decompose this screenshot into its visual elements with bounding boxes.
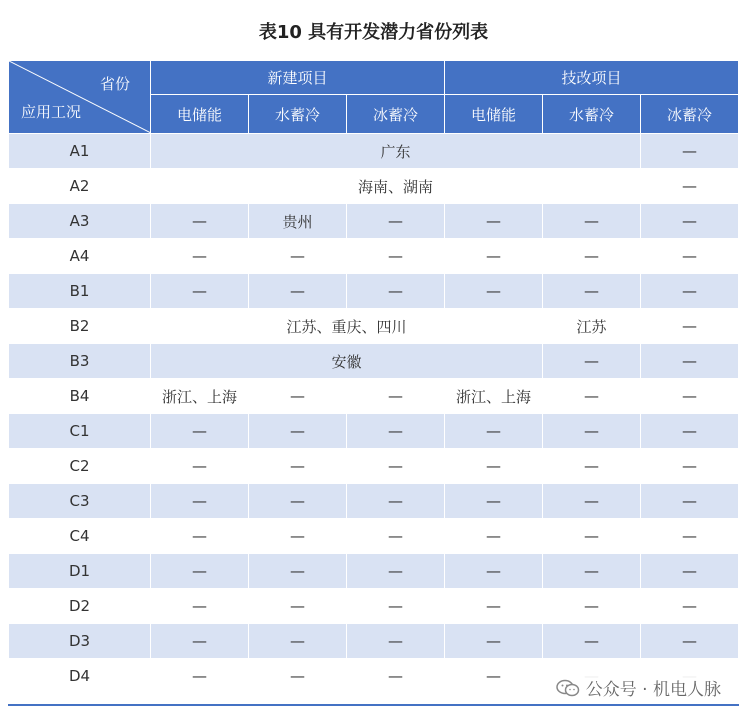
subheader-retrofit-water-storage: 水蓄冷 <box>543 95 641 134</box>
row-label: C2 <box>9 449 151 484</box>
table-cell: — <box>347 379 445 414</box>
table-cell: — <box>249 484 347 519</box>
row-label: D1 <box>9 554 151 589</box>
table-cell: 安徽 <box>151 344 543 379</box>
table-cell: — <box>347 519 445 554</box>
table-row <box>9 379 739 414</box>
table-cell: — <box>347 239 445 274</box>
row-label: D3 <box>9 624 151 659</box>
table-header <box>9 61 739 134</box>
row-label: A1 <box>9 134 151 169</box>
table-row <box>9 344 739 379</box>
subheader-new-water-storage: 水蓄冷 <box>249 95 347 134</box>
table-cell: — <box>543 239 641 274</box>
row-label: A4 <box>9 239 151 274</box>
table-cell: — <box>151 274 249 309</box>
table-row <box>9 554 739 589</box>
table-row <box>9 134 739 169</box>
table-cell: — <box>151 519 249 554</box>
subheader-retrofit-electric-storage: 电储能 <box>445 95 543 134</box>
table-cell: 江苏、重庆、四川 <box>151 309 543 344</box>
table-cell: — <box>641 414 739 449</box>
table-cell: — <box>347 554 445 589</box>
table-cell: — <box>347 414 445 449</box>
table-cell: — <box>347 484 445 519</box>
table-cell: — <box>249 274 347 309</box>
table-row <box>9 239 739 274</box>
diagonal-line <box>9 61 151 133</box>
province-table <box>8 60 739 694</box>
table-cell: — <box>445 449 543 484</box>
table-row <box>9 414 739 449</box>
table-cell: — <box>445 519 543 554</box>
table-cell: — <box>543 379 641 414</box>
table-cell: — <box>543 589 641 624</box>
table-cell: — <box>249 379 347 414</box>
table-cell: — <box>347 624 445 659</box>
table-cell: — <box>641 624 739 659</box>
table-row <box>9 624 739 659</box>
table-cell: — <box>445 239 543 274</box>
corner-label-condition: 应用工况 <box>21 103 82 121</box>
table-row <box>9 204 739 239</box>
table-cell: — <box>151 204 249 239</box>
table-cell: — <box>641 379 739 414</box>
table-cell: 海南、湖南 <box>151 169 641 204</box>
table-cell: — <box>543 204 641 239</box>
table-cell: — <box>445 624 543 659</box>
table-cell: — <box>641 239 739 274</box>
table-row <box>9 274 739 309</box>
row-label: B1 <box>9 274 151 309</box>
table-cell: — <box>445 554 543 589</box>
table-cell: — <box>249 414 347 449</box>
table-cell: 浙江、上海 <box>151 379 249 414</box>
subheader-new-ice-storage: 冰蓄冷 <box>347 95 445 134</box>
table-cell: — <box>347 589 445 624</box>
table-cell: — <box>543 344 641 379</box>
row-label: A3 <box>9 204 151 239</box>
table-cell: — <box>249 624 347 659</box>
table-cell: — <box>151 449 249 484</box>
table-cell: — <box>249 589 347 624</box>
table-cell: — <box>151 414 249 449</box>
table-row <box>9 519 739 554</box>
row-label: B3 <box>9 344 151 379</box>
table-cell: — <box>151 554 249 589</box>
table-cell: — <box>641 519 739 554</box>
table-cell: — <box>347 449 445 484</box>
table-cell: — <box>347 274 445 309</box>
table-cell: — <box>445 484 543 519</box>
subheader-new-electric-storage: 电储能 <box>151 95 249 134</box>
table-cell: — <box>445 204 543 239</box>
row-label: C1 <box>9 414 151 449</box>
table-row <box>9 589 739 624</box>
table-cell: — <box>445 659 543 694</box>
group-header-new: 新建项目 <box>151 61 445 95</box>
table-cell: — <box>249 519 347 554</box>
table-cell: — <box>151 239 249 274</box>
table-body <box>9 134 739 694</box>
bottom-rule <box>8 704 739 706</box>
row-label: D4 <box>9 659 151 694</box>
table-cell: — <box>249 239 347 274</box>
table-cell: — <box>641 589 739 624</box>
row-label: D2 <box>9 589 151 624</box>
table-row <box>9 309 739 344</box>
table-cell: — <box>151 624 249 659</box>
corner-label-province: 省份 <box>99 75 130 93</box>
table-cell: — <box>641 484 739 519</box>
table-cell: — <box>543 519 641 554</box>
table-row <box>9 449 739 484</box>
table-cell: 贵州 <box>249 204 347 239</box>
corner-header <box>9 61 151 134</box>
table-cell: — <box>543 554 641 589</box>
table-cell: — <box>641 309 739 344</box>
group-header-retrofit: 技改项目 <box>445 61 739 95</box>
table-cell: — <box>641 134 739 169</box>
table-cell: — <box>641 449 739 484</box>
row-label: B4 <box>9 379 151 414</box>
row-label: B2 <box>9 309 151 344</box>
table-cell: — <box>445 414 543 449</box>
wechat-icon <box>556 679 580 697</box>
table-cell: — <box>249 554 347 589</box>
table-cell: — <box>641 344 739 379</box>
table-cell: — <box>641 169 739 204</box>
subheader-retrofit-ice-storage: 冰蓄冷 <box>641 95 739 134</box>
table-cell: — <box>543 274 641 309</box>
table-title: 表10 具有开发潜力省份列表 <box>258 22 489 43</box>
row-label: C3 <box>9 484 151 519</box>
table-cell: — <box>445 274 543 309</box>
table-cell: — <box>641 274 739 309</box>
table-cell: — <box>543 484 641 519</box>
table-cell: — <box>445 589 543 624</box>
table-row <box>9 484 739 519</box>
table-cell: — <box>151 589 249 624</box>
table-cell: — <box>249 659 347 694</box>
table-cell: — <box>347 204 445 239</box>
row-label: A2 <box>9 169 151 204</box>
table-cell: — <box>347 659 445 694</box>
watermark <box>550 673 727 702</box>
table-row <box>9 169 739 204</box>
table-cell: — <box>249 449 347 484</box>
table-cell: 广东 <box>151 134 641 169</box>
table-cell: 江苏 <box>543 309 641 344</box>
row-label: C4 <box>9 519 151 554</box>
table-cell: — <box>151 484 249 519</box>
watermark-text: 公众号 · 机电人脉 <box>585 680 721 700</box>
table-cell: — <box>641 554 739 589</box>
table-cell: — <box>151 659 249 694</box>
table-cell: 浙江、上海 <box>445 379 543 414</box>
table-cell: — <box>543 414 641 449</box>
table-cell: — <box>641 204 739 239</box>
table-cell: — <box>543 449 641 484</box>
table-cell: — <box>543 624 641 659</box>
